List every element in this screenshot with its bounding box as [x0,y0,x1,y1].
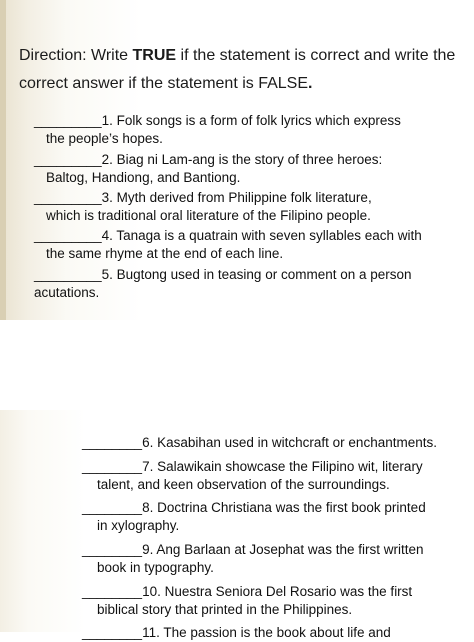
question-line-2: the same rhyme at the end of each line. [46,246,284,261]
slide-top [0,0,474,320]
question-item-4 [34,227,422,263]
direction-true-word: TRUE [132,47,177,64]
question-line-2: in xylography. [97,518,180,533]
question-line-2: book in typography. [97,560,214,575]
direction-heading [19,42,459,98]
question-line-1: ________10. Nuestra Seniora Del Rosario was the first [82,584,413,599]
question-line-1: _________4. Tanaga is a quatrain with seven syllables each with [34,228,422,243]
question-line-2: talent, and keen observation of the surroundings. [97,477,390,492]
question-item-8 [82,499,426,535]
question-line-1: _________1. Folk songs is a form of folk lyrics which express [34,113,401,128]
question-item-2 [34,151,382,187]
question-line-1: ________6. Kasabihan used in witchcraft or enchantments. [82,435,437,450]
question-line-1: ________8. Doctrina Christiana was the first book printed [82,500,426,515]
question-item-9 [82,541,423,577]
question-line-1: ________7. Salawikain showcase the Filipino wit, literary [82,459,423,474]
question-item-7 [82,458,423,494]
question-item-11 [82,624,391,642]
slide-bottom [0,410,474,640]
question-line-2: the people’s hopes. [46,131,163,146]
question-line-2: acutations. [34,285,100,300]
question-line-1: _________2. Biag ni Lam-ang is the story of three heroes: [34,152,383,167]
direction-end: . [308,75,313,92]
question-item-1 [34,112,401,148]
slide-accent-bar [0,0,6,320]
question-item-3 [34,189,372,225]
question-item-5 [34,266,412,302]
question-line-1: ________9. Ang Barlaan at Josephat was the first written [82,542,424,557]
direction-middle: if the statement is correct and write the correct answer if the statement is [19,47,456,92]
question-item-10 [82,583,412,619]
question-line-2: Baltog, Handiong, and Bantiong. [46,170,241,185]
question-line-1: _________3. Myth derived from Philippine folk literature, [34,190,372,205]
direction-prefix: Direction: Write [19,47,133,64]
question-item-6 [82,434,437,452]
question-line-1: _________5. Bugtong used in teasing or comment on a person [34,267,412,282]
question-line-2: biblical story that printed in the Philippines. [97,602,353,617]
direction-false-word: FALSE [258,75,309,92]
question-line-2: which is traditional oral literature of the Filipino people. [46,208,371,223]
question-line-1: ________11. The passion is the book about life and [82,625,391,640]
